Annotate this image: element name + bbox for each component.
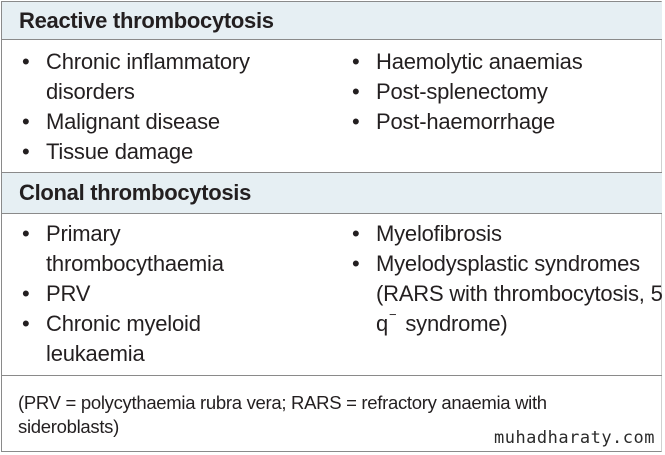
list-item: • Myelofibrosis [350, 219, 655, 249]
list-item-text: Myelodysplastic syndromes (RARS with thrombocytosis, 5 q [376, 251, 663, 336]
list-item: • Haemolytic anaemias [350, 47, 650, 77]
clonal-right-list [350, 219, 663, 339]
superscript-minus: − [389, 306, 397, 322]
list-item: • Malignant disease [20, 107, 310, 137]
section-header-clonal [2, 173, 662, 213]
list-item: • Post-splenectomy [350, 77, 650, 107]
divider [2, 39, 662, 40]
list-item-text: syndrome) [405, 311, 508, 336]
section-title: Clonal thrombocytosis [19, 180, 252, 205]
list-item: • Chronic inflammatory disorders [20, 47, 276, 107]
section-header-reactive [2, 2, 662, 39]
list-item: • Tissue damage [20, 137, 310, 167]
section-title: Reactive thrombocytosis [19, 7, 274, 33]
footnote: (PRV = polycythaemia rubra vera; RARS = refractory anaemia with sideroblasts) [18, 392, 547, 437]
list-item: • Primary thrombocythaemia [20, 219, 246, 279]
reactive-left-list [20, 47, 310, 167]
watermark: muhadharaty.com [490, 428, 659, 448]
clonal-left-list [20, 219, 310, 369]
reactive-right-list [350, 47, 650, 137]
list-item: • Chronic myeloid leukaemia [20, 309, 246, 369]
divider [2, 375, 662, 376]
list-item: • Post-haemorrhage [350, 107, 650, 137]
list-item: • PRV [20, 279, 310, 309]
divider [2, 213, 662, 214]
list-item [350, 249, 665, 339]
